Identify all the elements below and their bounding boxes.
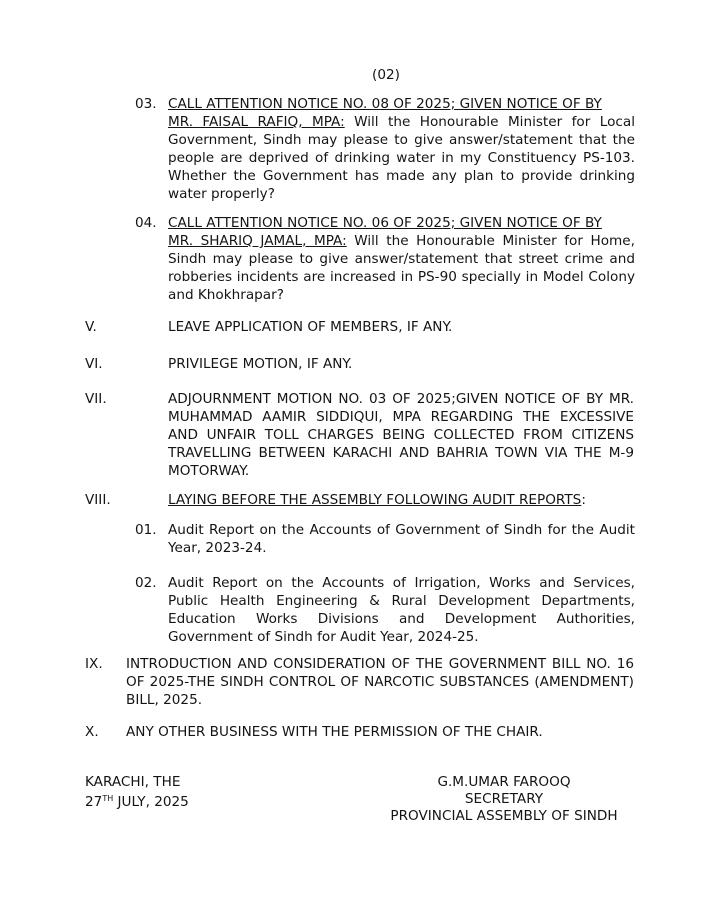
section-viii-numeral: VIII.: [85, 492, 111, 508]
section-x-numeral: X.: [85, 724, 99, 740]
date-day: 27: [85, 794, 103, 810]
signatory-org: PROVINCIAL ASSEMBLY OF SINDH: [390, 808, 618, 824]
section-ix-text: INTRODUCTION AND CONSIDERATION OF THE GOVERNMENT BILL NO. 16 OF 2025-THE SINDH CONTROL OF NARCOTIC SUBSTANCES (AMENDMENT) BILL, 2025.: [126, 656, 634, 708]
section-x-text: ANY OTHER BUSINESS WITH THE PERMISSION OF THE CHAIR.: [126, 724, 543, 740]
item-heading-line1: CALL ATTENTION NOTICE NO. 06 OF 2025; GIVEN NOTICE OF BY: [168, 215, 602, 231]
date-suffix: TH: [102, 794, 114, 803]
item-text: Audit Report on the Accounts of Government of Sindh for the Audit Year, 2023-24.: [168, 522, 635, 556]
item-number: 01.: [135, 522, 157, 538]
section-viii-colon: :: [581, 492, 586, 508]
date-rest: JULY, 2025: [113, 794, 189, 810]
item-heading-line2: MR. SHARIQ JAMAL, MPA:: [168, 233, 347, 249]
item-text: Will the Honourable Minister for Home, Sindh may please to give answer/statement that street crime and robberies incidents are increased in PS-90 specially in Model Colony and Khokhrapar?: [168, 233, 635, 303]
item-text: Audit Report on the Accounts of Irrigation, Works and Services, Public Health Engineering & Rural Development Departments, Education Works Divisions and Development Authorities, Government of Sindh for Audit Year, 2024-25.: [168, 575, 635, 645]
item-number: 02.: [135, 575, 157, 591]
item-number: 03.: [135, 96, 157, 112]
section-ix-numeral: IX.: [85, 656, 103, 672]
section-v-numeral: V.: [85, 319, 97, 335]
item-heading-line1: CALL ATTENTION NOTICE NO. 08 OF 2025; GIVEN NOTICE OF BY: [168, 96, 602, 112]
page-number: (02): [372, 67, 400, 83]
item-text: Will the Honourable Minister for Local Government, Sindh may please to give answer/statement that the people are deprived of drinking water in my Constituency PS-103. Whether the Government has made any plan to provide drinking water properly?: [168, 114, 635, 202]
footer-date: [85, 790, 189, 811]
footer-place: KARACHI, THE: [85, 774, 181, 790]
signatory-title: SECRETARY: [464, 791, 544, 807]
section-v-text: LEAVE APPLICATION OF MEMBERS, IF ANY.: [168, 319, 453, 335]
item-body: [168, 214, 635, 304]
section-vi-text: PRIVILEGE MOTION, IF ANY.: [168, 356, 353, 372]
signatory-name: G.M.UMAR FAROOQ: [437, 774, 571, 790]
section-viii-heading-wrap: [168, 491, 634, 509]
item-body: [168, 95, 635, 203]
item-heading-line2: MR. FAISAL RAFIQ, MPA:: [168, 114, 345, 130]
section-viii-heading: LAYING BEFORE THE ASSEMBLY FOLLOWING AUDIT REPORTS: [168, 492, 582, 508]
section-vii-text: ADJOURNMENT MOTION NO. 03 OF 2025;GIVEN NOTICE OF BY MR. MUHAMMAD AAMIR SIDDIQUI, MPA REGARDING THE EXCESSIVE AND UNFAIR TOLL CHARGES BEING COLLECTED FROM CITIZENS TRAVELLING BETWEEN KARACHI AND BAHRIA TOWN VIA THE M-9 MOTORWAY.: [168, 391, 634, 479]
section-vii-numeral: VII.: [85, 391, 107, 407]
item-number: 04.: [135, 215, 157, 231]
section-vi-numeral: VI.: [85, 356, 103, 372]
